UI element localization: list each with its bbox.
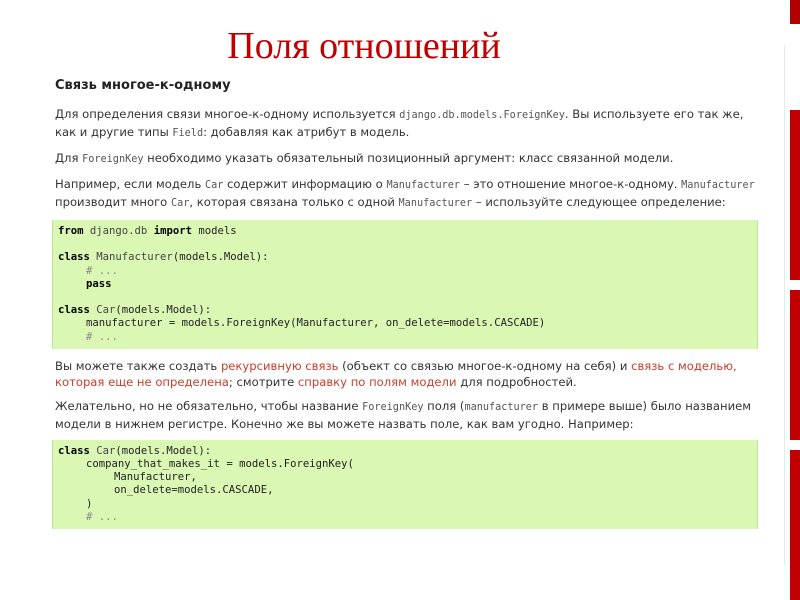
paragraph-naming: [55, 398, 755, 432]
text: . Вы используете его так же, как и другие типы: [55, 107, 744, 139]
inline-code: django.db.models.ForeignKey: [399, 110, 565, 121]
inline-code: ForeignKey: [82, 154, 144, 165]
code-class-name: Car: [89, 444, 116, 457]
code-line: company_that_makes_it = models.ForeignKey(: [86, 458, 354, 470]
text: – используйте следующее определение:: [472, 195, 726, 209]
text: Вы можете также создать: [55, 358, 221, 373]
code-line: [58, 445, 752, 458]
code-comment: # ...: [86, 510, 118, 523]
inline-code: Manufacturer: [398, 198, 473, 209]
code-comment: # ...: [86, 264, 118, 277]
section-heading: Связь многое-к-одному: [55, 78, 231, 93]
text: – это отношение многое-к-одному.: [460, 177, 682, 191]
link-recursive-relationship[interactable]: рекурсивную связь: [220, 358, 339, 373]
link-lazy-relationship[interactable]: связь с моделью, которая еще не определена: [55, 358, 737, 389]
code-keyword: class: [58, 304, 90, 317]
slide-title: Поля отношений: [227, 25, 501, 67]
text: (объект со связью многое-к-одному на себя) и: [338, 358, 632, 373]
text: Желательно, но не обязательно, чтобы название: [55, 398, 363, 413]
code-line: [58, 225, 752, 238]
code-line: ): [86, 497, 93, 510]
code-class-name: Manufacturer: [89, 251, 173, 264]
text: ; смотрите: [228, 374, 298, 389]
text: поля (: [423, 398, 465, 413]
code-comment: # ...: [86, 330, 118, 343]
code-text: models: [191, 225, 237, 237]
text: в примере выше) было названием модели в нижнем регистре. Конечно же вы можете назвать поле, как вам угодно. Например:: [55, 398, 751, 431]
paragraph-definition: [55, 106, 755, 142]
code-line: Manufacturer,: [114, 471, 197, 484]
code-line-blank: [58, 291, 752, 304]
corner-accent: [790, 0, 800, 24]
code-line-blank: [58, 238, 752, 251]
text: Для: [55, 151, 83, 165]
inline-code: Manufacturer: [681, 180, 755, 191]
code-text: (models.Model):: [115, 444, 212, 457]
inline-code: Manufacturer: [386, 180, 461, 191]
text: производит много: [55, 195, 171, 209]
inline-code: Field: [172, 128, 204, 139]
text: для подробностей.: [456, 374, 577, 389]
code-keyword: pass: [86, 277, 112, 290]
text: необходимо указать обязательный позиционный аргумент: класс связанной модели.: [143, 151, 674, 165]
code-keyword: from: [58, 225, 84, 237]
code-block-models: [52, 220, 758, 349]
paragraph-example-intro: [55, 176, 755, 212]
code-block-example: [52, 440, 758, 529]
side-accent-bar: [790, 110, 800, 280]
paragraph-required-arg: [55, 150, 755, 168]
text: : добавляя как атрибут в модель.: [203, 125, 410, 139]
paragraph-recursive: [55, 358, 755, 390]
documentation-excerpt: [55, 78, 755, 538]
slide-divider-line: [784, 45, 785, 565]
inline-code: manufacturer: [464, 401, 539, 413]
code-line: on_delete=models.CASCADE,: [114, 484, 274, 497]
code-keyword: import: [153, 225, 192, 237]
side-accent-bar: [790, 290, 800, 440]
link-field-reference[interactable]: справку по полям модели: [297, 374, 457, 389]
code-text: (models.Model):: [172, 251, 269, 264]
text: , которая связана только с одной: [189, 195, 399, 209]
code-text: django.db: [83, 225, 154, 237]
text: содержит информацию о: [223, 177, 387, 191]
text: Например, если модель: [55, 177, 205, 191]
code-text: (models.Model):: [115, 304, 212, 317]
code-line: [58, 304, 752, 317]
code-keyword: class: [58, 444, 90, 457]
inline-code: Car: [170, 198, 190, 209]
code-keyword: class: [58, 251, 90, 264]
inline-code: Car: [204, 180, 224, 191]
side-accent-bar: [790, 450, 800, 600]
inline-code: ForeignKey: [362, 401, 424, 413]
text: Для определения связи многое-к-одному используется: [55, 107, 400, 121]
code-line: [58, 251, 752, 264]
code-line: manufacturer = models.ForeignKey(Manufacturer, on_delete=models.CASCADE): [86, 317, 546, 330]
code-class-name: Car: [89, 304, 116, 317]
